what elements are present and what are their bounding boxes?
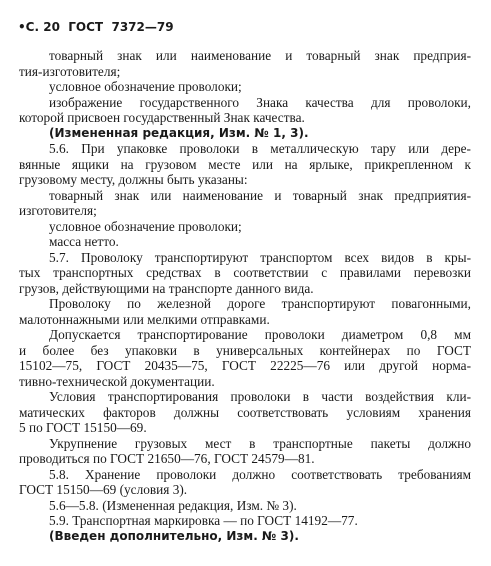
text-line: 5.8. Хранение проволоки должно соответствовать требованиям: [49, 466, 471, 482]
text-line: (Введен дополнительно, Изм. № 3).: [49, 528, 299, 543]
text-line: 5.7. Проволоку транспортируют транспортом всех видов в кры-: [49, 249, 471, 265]
text-line: грузов, действующими на транспорте данного вида.: [19, 280, 314, 296]
document-body: [19, 48, 471, 544]
text-line: ГОСТ 15150—69 (условия 3).: [19, 482, 188, 497]
text-line: условное обозначение проволоки;: [49, 218, 242, 234]
text-line: Допускается транспортирование проволоки диаметром 0,8 мм: [49, 327, 471, 342]
text-line: Проволоку по железной дороге транспортируют повагонными,: [49, 296, 471, 311]
text-line: товарный знак или наименование и товарный знак предприя-: [49, 48, 471, 63]
text-line: проводиться по ГОСТ 21650—76, ГОСТ 24579—81.: [19, 451, 315, 466]
text-line: (Измененная редакция, Изм. № 1, 3).: [49, 125, 309, 140]
text-line: тых транспортных средствах в соответствии с правилами перевозки: [19, 265, 471, 280]
text-line: условное обозначение проволоки;: [49, 79, 242, 94]
text-line: вянные ящики на грузовом месте или на ярлыке, прикрепленном к: [19, 156, 471, 172]
text-line: изображение государственного Знака качества для проволоки,: [49, 94, 471, 110]
text-line: 5.9. Транспортная маркировка — по ГОСТ 14192—77.: [49, 513, 358, 528]
text-line: и более без упаковки в универсальных контейнерах по ГОСТ: [19, 342, 471, 358]
text-line: изготовителя;: [19, 203, 97, 218]
text-line: 15102—75, ГОСТ 20435—75, ГОСТ 22225—76 или другой норма-: [19, 358, 471, 373]
text-line: тия-изготовителя;: [19, 63, 121, 79]
text-line: товарный знак или наименование и товарный знак предприятия-: [49, 187, 471, 203]
text-line: масса нетто.: [49, 234, 119, 249]
text-line: матических факторов должны соответствовать условиям хранения: [19, 404, 471, 420]
page-header: •С. 20 ГОСТ 7372—79: [18, 20, 174, 34]
text-line: Условия транспортирования проволоки в части воздействия кли-: [49, 389, 471, 404]
text-line: 5.6. При упаковке проволоки в металлическую тару или дере-: [49, 141, 471, 156]
text-line: которой присвоен государственный Знак качества.: [19, 110, 305, 125]
text-line: Укрупнение грузовых мест в транспортные пакеты должно: [49, 435, 471, 451]
text-line: тивно-технической документации.: [19, 373, 215, 389]
text-line: грузовому месту, должны быть указаны:: [19, 172, 248, 187]
text-line: 5.6—5.8. (Измененная редакция, Изм. № 3).: [49, 497, 297, 513]
text-line: 5 по ГОСТ 15150—69.: [19, 420, 147, 435]
text-line: малотоннажными или мелкими отправками.: [19, 311, 270, 327]
